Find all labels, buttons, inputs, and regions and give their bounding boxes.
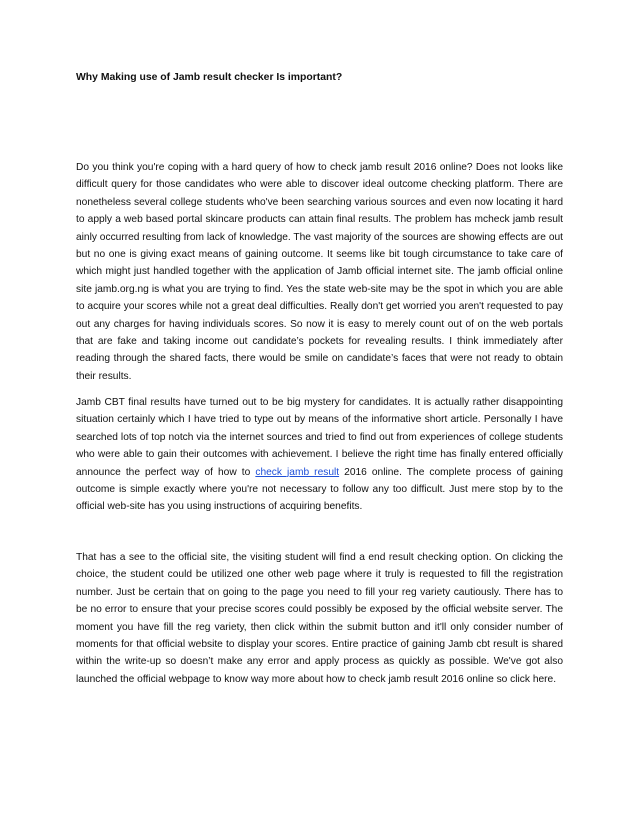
paragraph-3: That has a see to the official site, the visiting student will find a end result checking option. On clicking the choice, the student could be utilized one other web page where it truly is requested to fill the registration number. Just be certain that on going to the page you need to fill your reg variety cautiously. There has to be no error to ensure that your precise scores could possibly be exposed by the official website server. The moment you have fill the reg variety, then click within the submit button and it'll only consider number of moments for that official website to display your scores. Entire practice of gaining Jamb cbt result is shared within the write-up so doesn’t make any error and apply process as quickly as possible. We've got also launched the official webpage to know way more about how to check jamb result 2016 online so click here. <box>76 552 563 685</box>
paragraph-2 <box>76 394 563 516</box>
paragraph-1: Do you think you're coping with a hard query of how to check jamb result 2016 online? Does not looks like difficult query for those candidates who were able to discover ideal outcome checking platform. There are nonetheless several college students who've been searching various sources and even now locating it hard to apply a web based portal skincare products can attain final results. The problem has mcheck jamb result ainly occurred resulting from lack of knowledge. The vast majority of the sources are showing effects are out but no one is giving exact means of gaining outcome. It seems like bit tough circumstance to take care of which might just handled together with the application of Jamb official internet site. The jamb official online site jamb.org.ng is what you are trying to find. Yes the state web-site may be the spot in which you are able to acquire your scores while not a great deal difficulties. Really don't get worried you aren't requested to pay out any charges for having individuals scores. So now it is easy to merely count out of on the web portals that are fake and taking income out candidate’s pockets for revealing results. I think immediately after reading through the shared facts, there would be smile on candidate’s faces that were not ready to obtain their results. <box>76 162 563 382</box>
document-title: Why Making use of Jamb result checker Is important? <box>76 72 343 83</box>
paragraph-2-text-after-link: 2016 online. The complete process of gaining outcome is simple exactly where you're not necessary to follow any too difficult. Just mere stop by to the official web-site has you using instructions of acquiring benefits. <box>76 466 563 513</box>
paragraph-2-text-before-link: Jamb CBT final results have turned out to be big mystery for candidates. It is actually rather disappointing situation certainly which I have tried to type out by means of the informative short article. Personally I have searched lots of top notch via the internet sources and tried to find out from experiences of college students who were able to gain their outcomes with achievement. I believe the right time has finally entered officially announce the perfect way of how to <box>76 397 563 478</box>
check-jamb-result-link[interactable]: check jamb result <box>255 466 340 478</box>
